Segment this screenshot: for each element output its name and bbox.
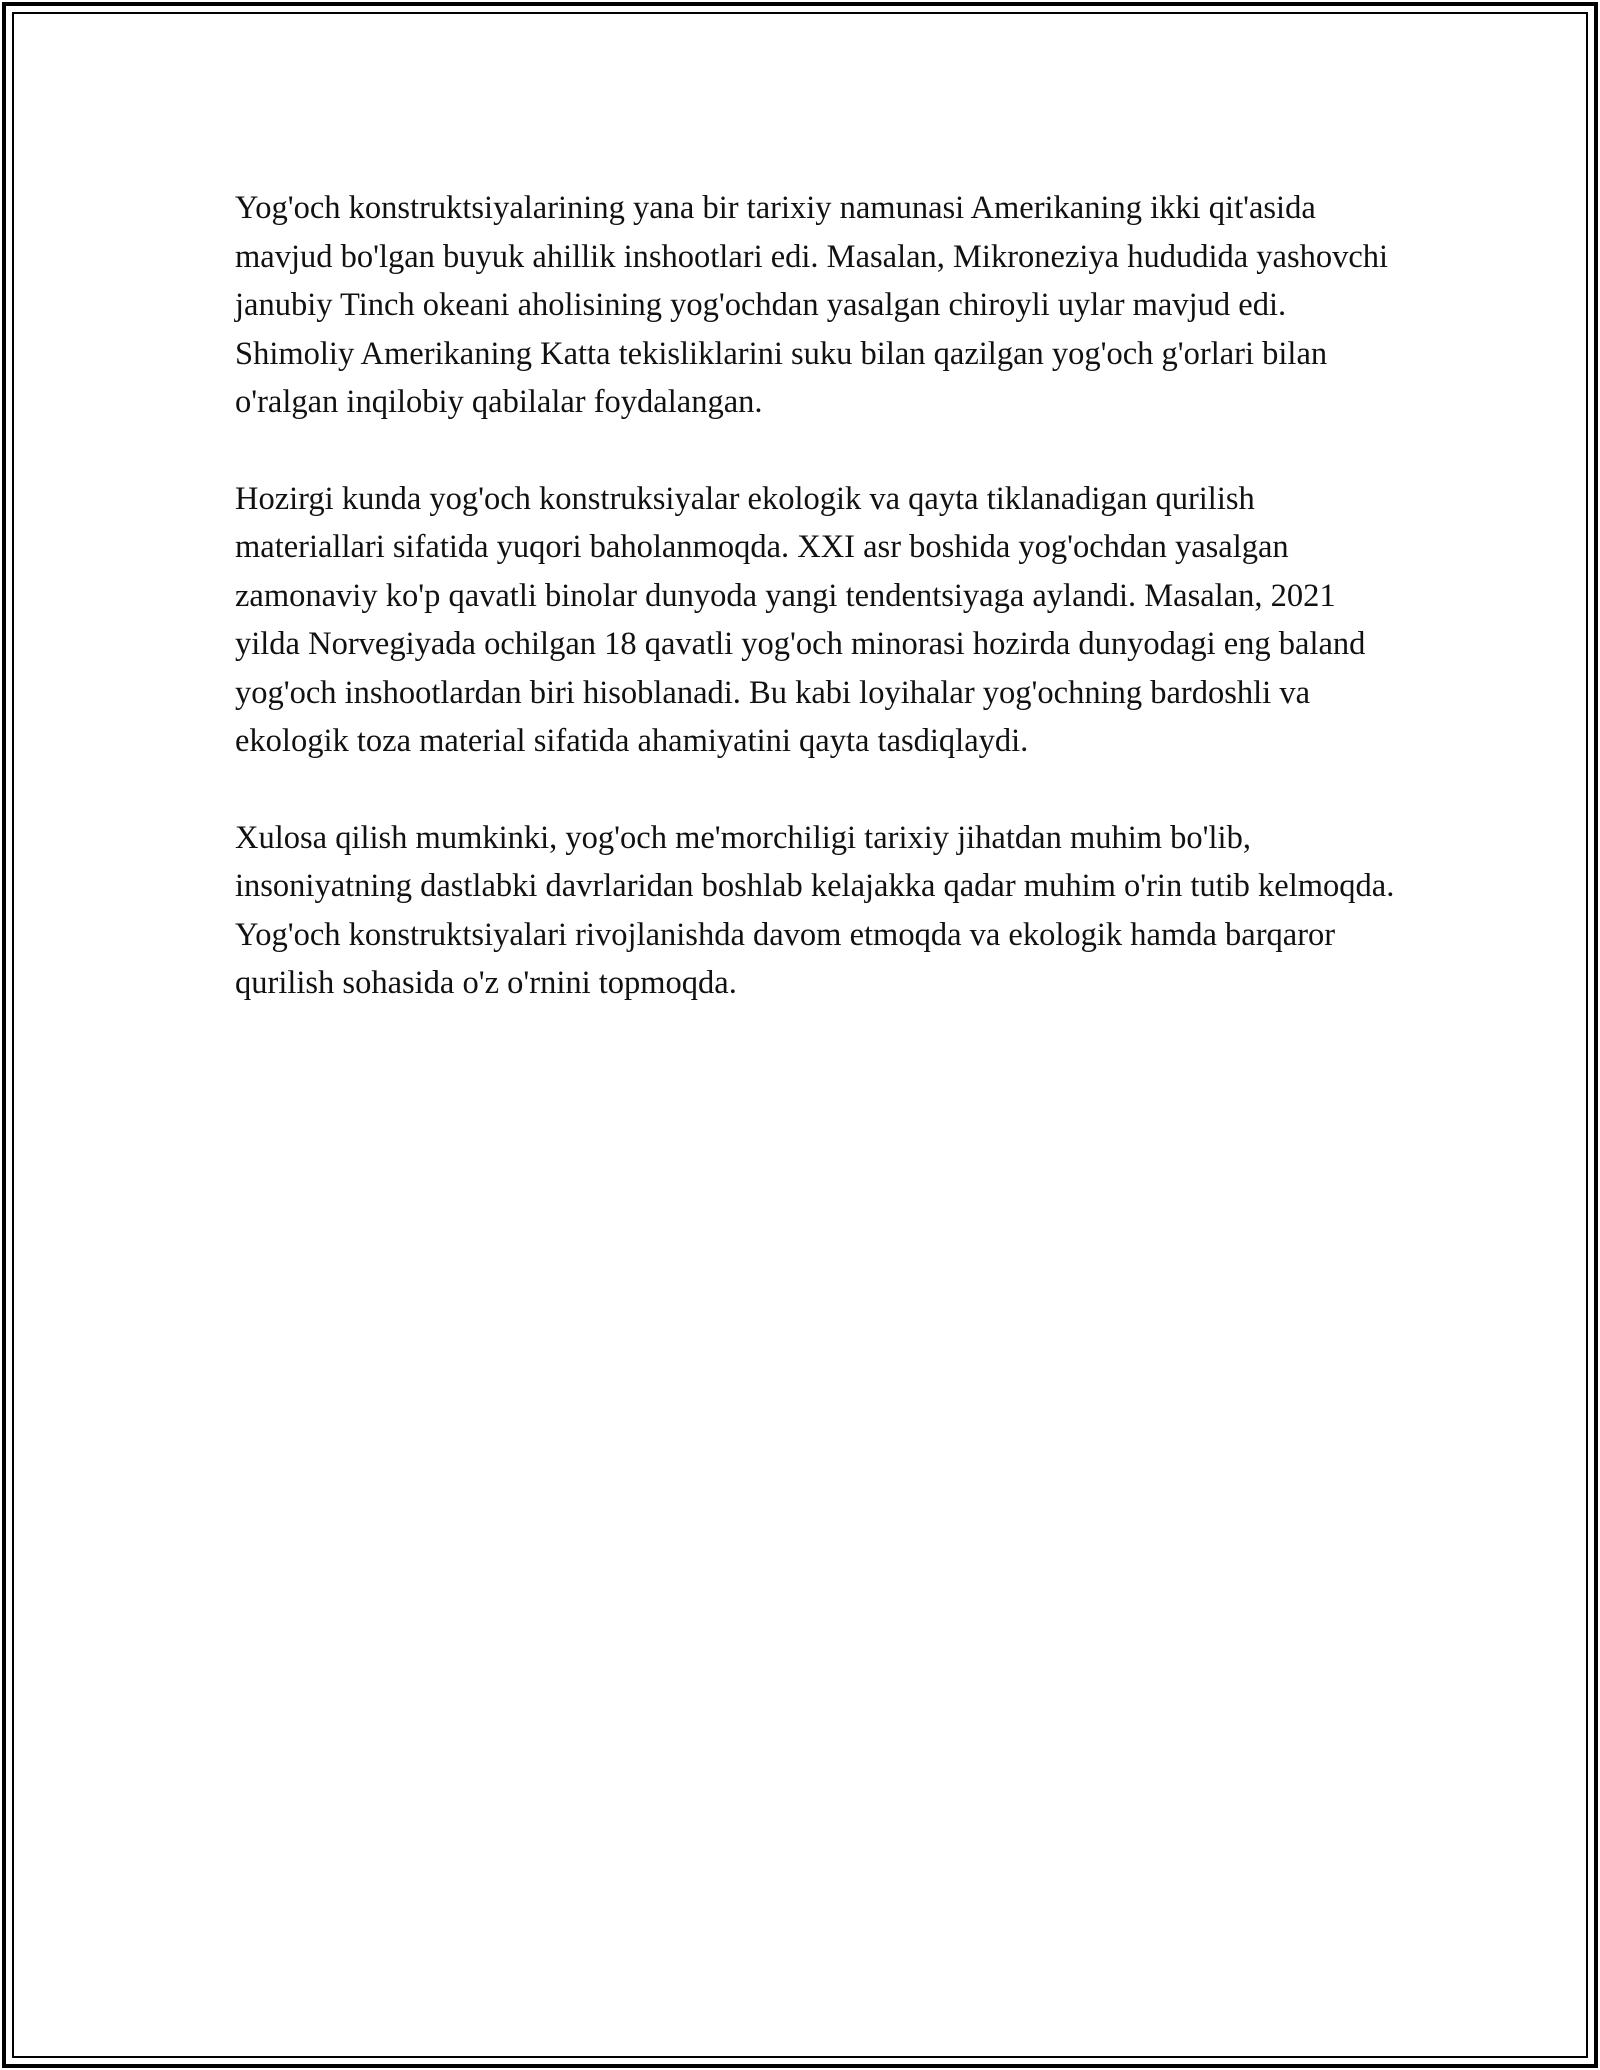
paragraph-2: Hozirgi kunda yog'och konstruksiyalar ekologik va qayta tiklanadigan qurilish materiallari sifatida yuqori baholanmoqda. XXI asr boshida yog'ochdan yasalgan zamonaviy ko'p qavatli binolar dunyoda yangi tendentsiyaga aylandi. Masalan, 2021 yilda Norvegiyada ochilgan 18 qavatli yog'och minorasi hozirda dunyodagi eng baland yog'och inshootlardan biri hisoblanadi. Bu kabi loyihalar yog'ochning bardoshli va ekologik toza material sifatida ahamiyatini qayta tasdiqlaydi. <box>235 480 1366 759</box>
paragraph-3: Xulosa qilish mumkinki, yog'och me'morchiligi tarixiy jihatdan muhim bo'lib, insoniyatning dastlabki davrlaridan boshlab kelajakka qadar muhim o'rin tutib kelmoqda. Yog'och konstruktsiyalari rivojlanishda davom etmoqda va ekologik hamda barqaror qurilish sohasida o'z o'rnini topmoqda. <box>235 819 1395 1001</box>
paragraph-1: Yog'och konstruktsiyalarining yana bir tarixiy namunasi Amerikaning ikki qit'asida mavjud bo'lgan buyuk ahillik inshootlari edi. Masalan, Mikroneziya hududida yashovchi janubiy Tinch okeani aholisining yog'ochdan yasalgan chiroyli uylar mavjud edi. Shimoliy Amerikaning Katta tekisliklarini suku bilan qazilgan yog'och g'orlari bilan o'ralgan inqilobiy qabilalar foydalangan. <box>235 190 1389 420</box>
document-body <box>235 184 1395 1056</box>
